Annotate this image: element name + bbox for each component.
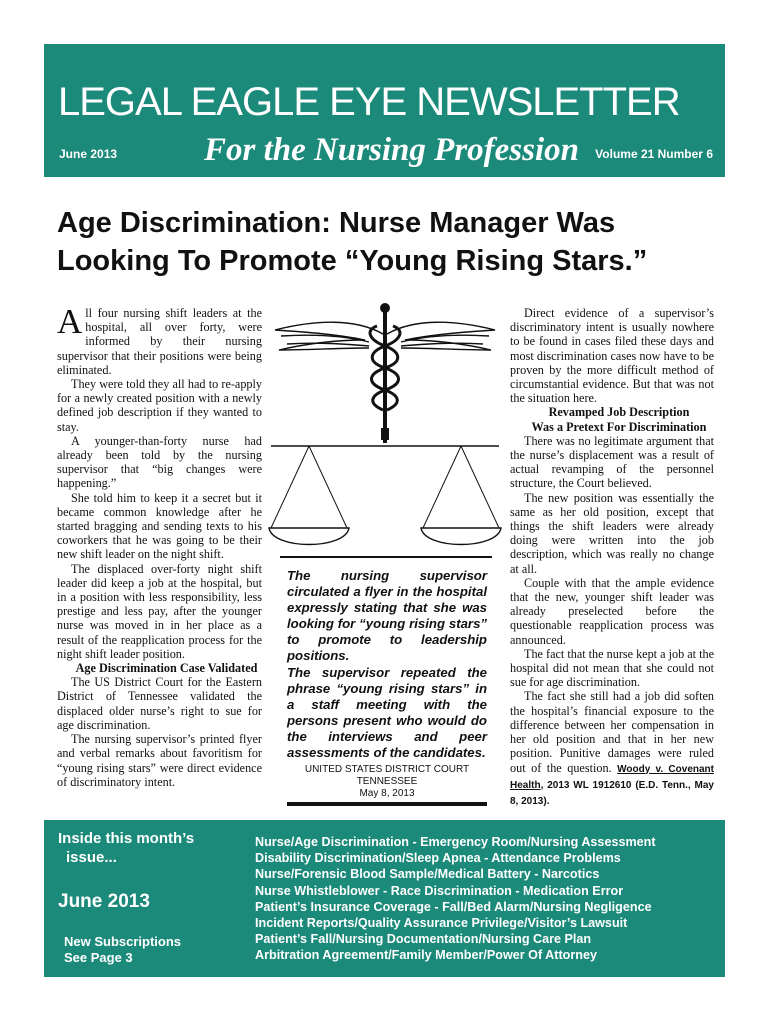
paragraph: They were told they all had to re-apply for a newly created position with a newly defined job description if they wanted to stay. [57,377,262,434]
list-item: Arbitration Agreement/Family Member/Power Of Attorney [255,948,597,963]
masthead-banner [44,44,725,177]
court-attribution: UNITED STATES DISTRICT COURT TENNESSEE May 8, 2013 [304,764,470,799]
newsletter-title: LEGAL EAGLE EYE NEWSLETTER [58,80,680,124]
left-column [57,302,262,789]
list-item: Disability Discrimination/Sleep Apnea - Attendance Problems [255,851,621,866]
paragraph: The fact she still had a job did soften the hospital’s financial exposure to the difference between her compensation in her old position and that in her new position. Punitive damages were ruled out of the question. Woody v. Covenant Health, 2013 WL 1912610 (E.D. Tenn., May 8, 2013). [510,689,714,807]
pull-quote-paragraph: The nursing supervisor circulated a flyer in the hospital expressly stating that she was looking for “young rising stars” to promote to leadership positions. [287,568,487,664]
paragraph: The nursing supervisor’s printed flyer and verbal remarks about favoritism for “young rising stars” were direct evidence of discriminatory intent. [57,732,262,789]
list-item: Incident Reports/Quality Assurance Privilege/Visitor’s Lawsuit [255,916,628,931]
pull-quote [287,568,487,761]
paragraph: There was no legitimate argument that the nurse’s displacement was a result of actual revamping of the personnel structure, the Court believed. [510,433,714,491]
paragraph: A younger-than-forty nurse had already been told by the nursing supervisor that “big changes were happening.” [57,433,262,491]
issue-date: June 2013 [59,147,118,161]
list-item: Patient’s Fall/Nursing Documentation/Nursing Care Plan [255,932,592,947]
paragraph: Direct evidence of a supervisor’s discriminatory intent is usually nowhere to be found in cases filed these days and most discrimination cases now have to be proven by the more difficult method of circumstantial evidence. But that was not the situation here. [510,306,714,406]
paragraph: The US District Court for the Eastern District of Tennessee validated the displaced older nurse’s right to sue for age discrimination. [57,675,262,732]
list-item: Nurse Whistleblower - Race Discrimination - Medication Error [255,883,624,898]
pull-quote-paragraph: The supervisor repeated the phrase “young rising stars” in a staff meeting with the persons present who would do the interviews and peer assessments of the candidates. [287,664,487,761]
divider [287,802,487,806]
volume-number: Volume 21 Number 6 [595,147,713,161]
section-subhead: Revamped Job Description [548,405,690,420]
contents-banner [44,820,725,977]
topics-list [255,834,720,964]
list-item: Patient’s Insurance Coverage - Fall/Bed Alarm/Nursing Negligence [255,899,652,914]
paragraph: She told him to keep it a secret but it became common knowledge after he started bragging and sending texts to his coworkers that he was going to be their new shift leader on the night shift. [57,490,262,562]
article-headline [57,204,697,280]
subscriptions-note: New Subscriptions See Page 3 [64,934,182,965]
paragraph: All four nursing shift leaders at the hospital, all over forty, were informed by their nursing supervisor that their positions were being eliminated. [57,302,262,377]
newsletter-subtitle: For the Nursing Profession [204,132,580,168]
section-subhead: Age Discrimination Case Validated [75,661,258,676]
list-item: Nurse/Age Discrimination - Emergency Room/Nursing Assessment [255,835,656,849]
headline-line-1: Age Discrimination: Nurse Manager Was [57,207,616,239]
paragraph: The new position was essentially the same as her old position, except that things the shift leaders were already doing were written into the job description, which was really no change at all. [510,490,714,576]
headline-line-2: Looking To Promote “Young Rising Stars.” [57,245,648,277]
right-column [510,306,714,809]
drop-cap: A [57,302,83,341]
paragraph: Couple with that the ample evidence that the new, younger shift leader was already preselected before the questionable reapplication process was announced. [510,575,714,647]
inside-heading: Inside this month’s issue... [58,830,195,866]
case-citation: Woody v. Covenant Health, 2013 WL 1912610 (E.D. Tenn., May 8, 2013). [510,763,714,807]
paragraph: The displaced over-forty night shift leader did keep a job at the hospital, but in a position with less responsibility, less prestige and less pay, after the younger nurse was moved in in her place as a result of the reapplication process for the night shift leader position. [57,561,262,661]
divider [280,556,492,558]
list-item: Nurse/Forensic Blood Sample/Medical Battery - Narcotics [255,867,600,882]
section-subhead: Was a Pretext For Discrimination [531,419,707,434]
contents-date: June 2013 [58,891,150,912]
caduceus-scales-icon [265,288,505,556]
paragraph: The fact that the nurse kept a job at the hospital did not mean that she could not sue for age discrimination. [510,646,714,690]
